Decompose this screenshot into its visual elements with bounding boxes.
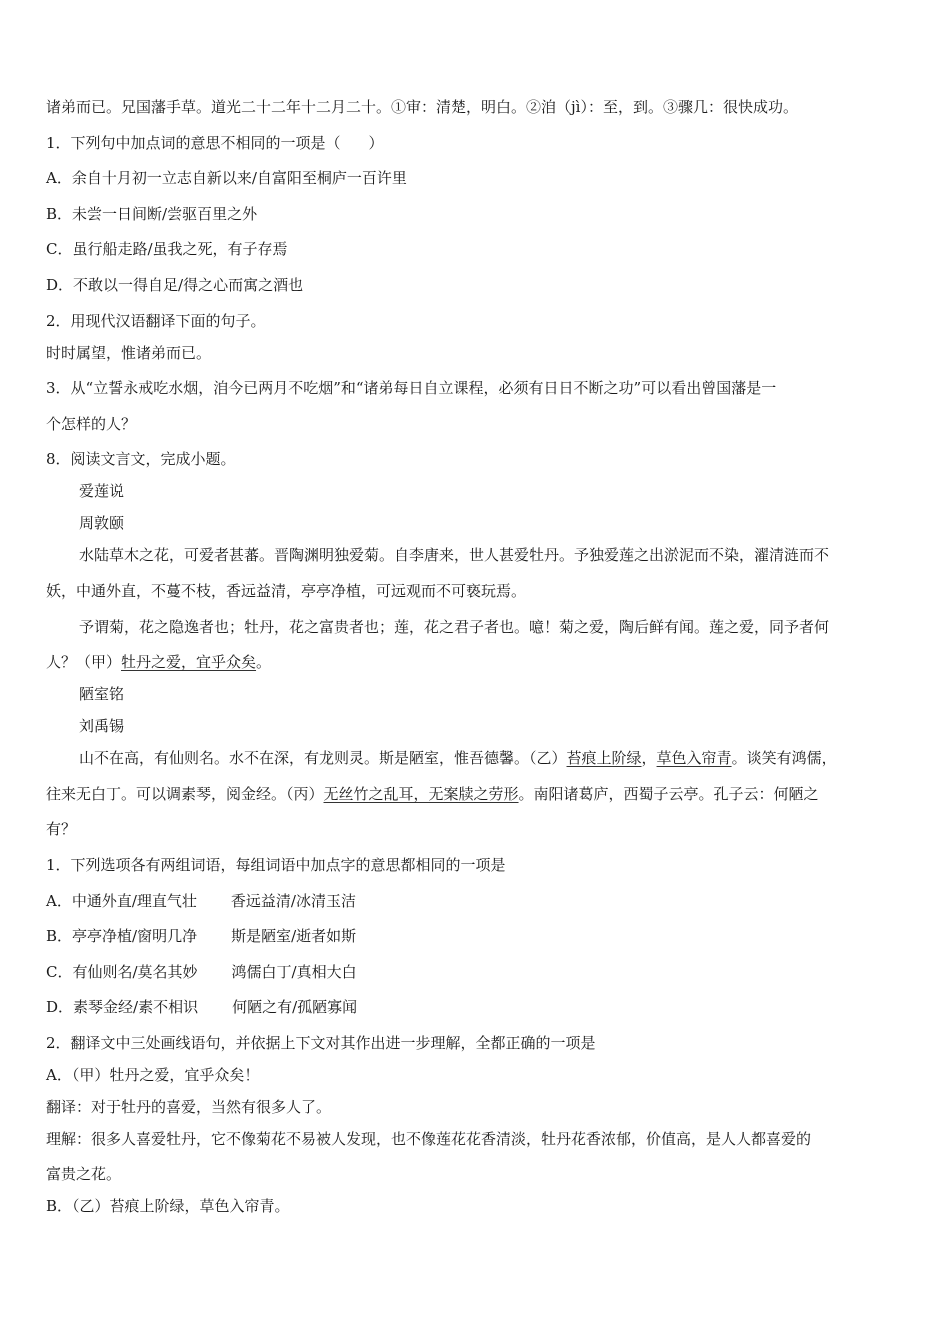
question-1-stem-text: 1．下列句中加点词的意思不相同的一项是（ bbox=[46, 133, 341, 152]
question-2-sentence: 时时属望，惟诸弟而已。 bbox=[46, 343, 212, 362]
s8-q1-option-c bbox=[46, 963, 912, 981]
text2-line1 bbox=[46, 749, 912, 767]
question-1-stem-close: ） bbox=[368, 133, 384, 152]
text1-p2-prefix: 人？（甲） bbox=[46, 653, 122, 672]
s8-q1-option-c-right: 鸿儒白丁/真相大白 bbox=[231, 962, 357, 981]
question-3-line-2: 个怎样的人？ bbox=[46, 414, 137, 433]
s8-q1-option-b-left: B．亭亭净植/窗明几净 bbox=[46, 927, 198, 946]
underlined-sentence-bing: 无丝竹之乱耳，无案牍之劳形 bbox=[323, 784, 519, 803]
footnote-line: 诸弟而已。兄国藩手草。道光二十二年十二月二十。①审：清楚，明白。②洎（jì）：至，到。③骤几：很快成功。 bbox=[46, 98, 798, 116]
text2-line2-prefix: 往来无白丁。可以调素琴，阅金经。（丙） bbox=[46, 784, 324, 803]
text1-title: 爱莲说 bbox=[79, 482, 125, 501]
text2-line2-suffix: 。南阳诸葛庐，西蜀子云亭。孔子云：何陋之 bbox=[518, 784, 819, 803]
text1-p2-line2 bbox=[46, 653, 912, 671]
s8-q1-option-d-right: 何陋之有/孤陋寡闻 bbox=[232, 998, 358, 1017]
text2-line2 bbox=[46, 785, 912, 803]
text2-line3: 有？ bbox=[46, 820, 77, 839]
option-b: B．未尝一日间断/尝驱百里之外 bbox=[46, 204, 258, 223]
s8-q2-option-a-understanding-1: 理解：很多人喜爱牡丹，它不像菊花不易被人发现，也不像莲花花香清淡，牡丹花香浓郁，价值高，是人人都喜爱的 bbox=[46, 1129, 812, 1148]
text1-author: 周敦颐 bbox=[79, 514, 125, 533]
underlined-sentence-yi-1: 苔痕上阶绿 bbox=[566, 749, 642, 768]
s8-question-1-stem: 1．下列选项各有两组词语，每组词语中加点字的意思都相同的一项是 bbox=[46, 855, 506, 874]
s8-q1-option-a bbox=[46, 892, 912, 910]
s8-q1-option-b-right: 斯是陋室/逝者如斯 bbox=[231, 927, 357, 946]
text2-title: 陋室铭 bbox=[79, 685, 125, 704]
text1-p2-line1: 予谓菊，花之隐逸者也；牡丹，花之富贵者也；莲，花之君子者也。噫！菊之爱，陶后鲜有闻。莲之爱，同予者何 bbox=[79, 617, 830, 636]
question-1-stem bbox=[46, 134, 912, 152]
s8-q1-option-c-left: C．有仙则名/莫名其妙 bbox=[46, 962, 198, 981]
underlined-sentence-jia: 牡丹之爱，宜乎众矣 bbox=[121, 653, 257, 672]
section-8-heading: 8．阅读文言文，完成小题。 bbox=[46, 450, 236, 469]
underlined-sentence-yi-2: 草色入帘青 bbox=[656, 749, 732, 768]
s8-q1-option-d bbox=[46, 998, 912, 1016]
s8-question-2-stem: 2．翻译文中三处画线语句，并依据上下文对其作出进一步理解，全都正确的一项是 bbox=[46, 1033, 596, 1052]
s8-q2-option-a-label: A．（甲）牡丹之爱，宜乎众矣！ bbox=[46, 1065, 260, 1084]
s8-q1-option-a-right: 香远益清/冰清玉洁 bbox=[230, 891, 356, 910]
s8-q1-option-a-left: A．中通外直/理直气壮 bbox=[46, 891, 197, 910]
text2-line1-suffix: 。谈笑有鸿儒， bbox=[731, 749, 837, 768]
question-3-line-1: 3．从“立誓永戒吃水烟，洎今已两月不吃烟”和“诸弟每日自立课程，必须有日日不断之功”可以看出曾国藩是一 bbox=[46, 379, 777, 398]
text1-p1-line2: 妖，中通外直，不蔓不枝，香远益清，亭亭净植，可远观而不可亵玩焉。 bbox=[46, 581, 527, 600]
option-a: A．余自十月初一立志自新以来/自富阳至桐庐一百许里 bbox=[46, 169, 407, 188]
option-c: C．虽行船走路/虽我之死，有子存焉 bbox=[46, 240, 288, 259]
text2-line1-comma: ， bbox=[641, 749, 657, 768]
s8-q2-option-a-understanding-2: 富贵之花。 bbox=[46, 1165, 122, 1184]
s8-q1-option-b bbox=[46, 927, 912, 945]
text2-author: 刘禹锡 bbox=[79, 717, 125, 736]
s8-q2-option-b-label: B．（乙）苔痕上阶绿，草色入帘青。 bbox=[46, 1197, 290, 1216]
option-d: D．不敢以一得自足/得之心而寓之酒也 bbox=[46, 275, 304, 294]
s8-q1-option-d-left: D．素琴金经/素不相识 bbox=[46, 998, 199, 1017]
text1-p1-line1: 水陆草木之花，可爱者甚蕃。晋陶渊明独爱菊。自李唐来，世人甚爱牡丹。予独爱莲之出淤泥而不染，濯清涟而不 bbox=[79, 546, 830, 565]
text2-line1-prefix: 山不在高，有仙则名。水不在深，有龙则灵。斯是陋室，惟吾德馨。（乙） bbox=[79, 749, 567, 768]
text1-p2-suffix: 。 bbox=[256, 653, 272, 672]
question-2-stem: 2．用现代汉语翻译下面的句子。 bbox=[46, 311, 266, 330]
s8-q2-option-a-translation: 翻译：对于牡丹的喜爱，当然有很多人了。 bbox=[46, 1097, 332, 1116]
document-page bbox=[46, 98, 912, 1233]
